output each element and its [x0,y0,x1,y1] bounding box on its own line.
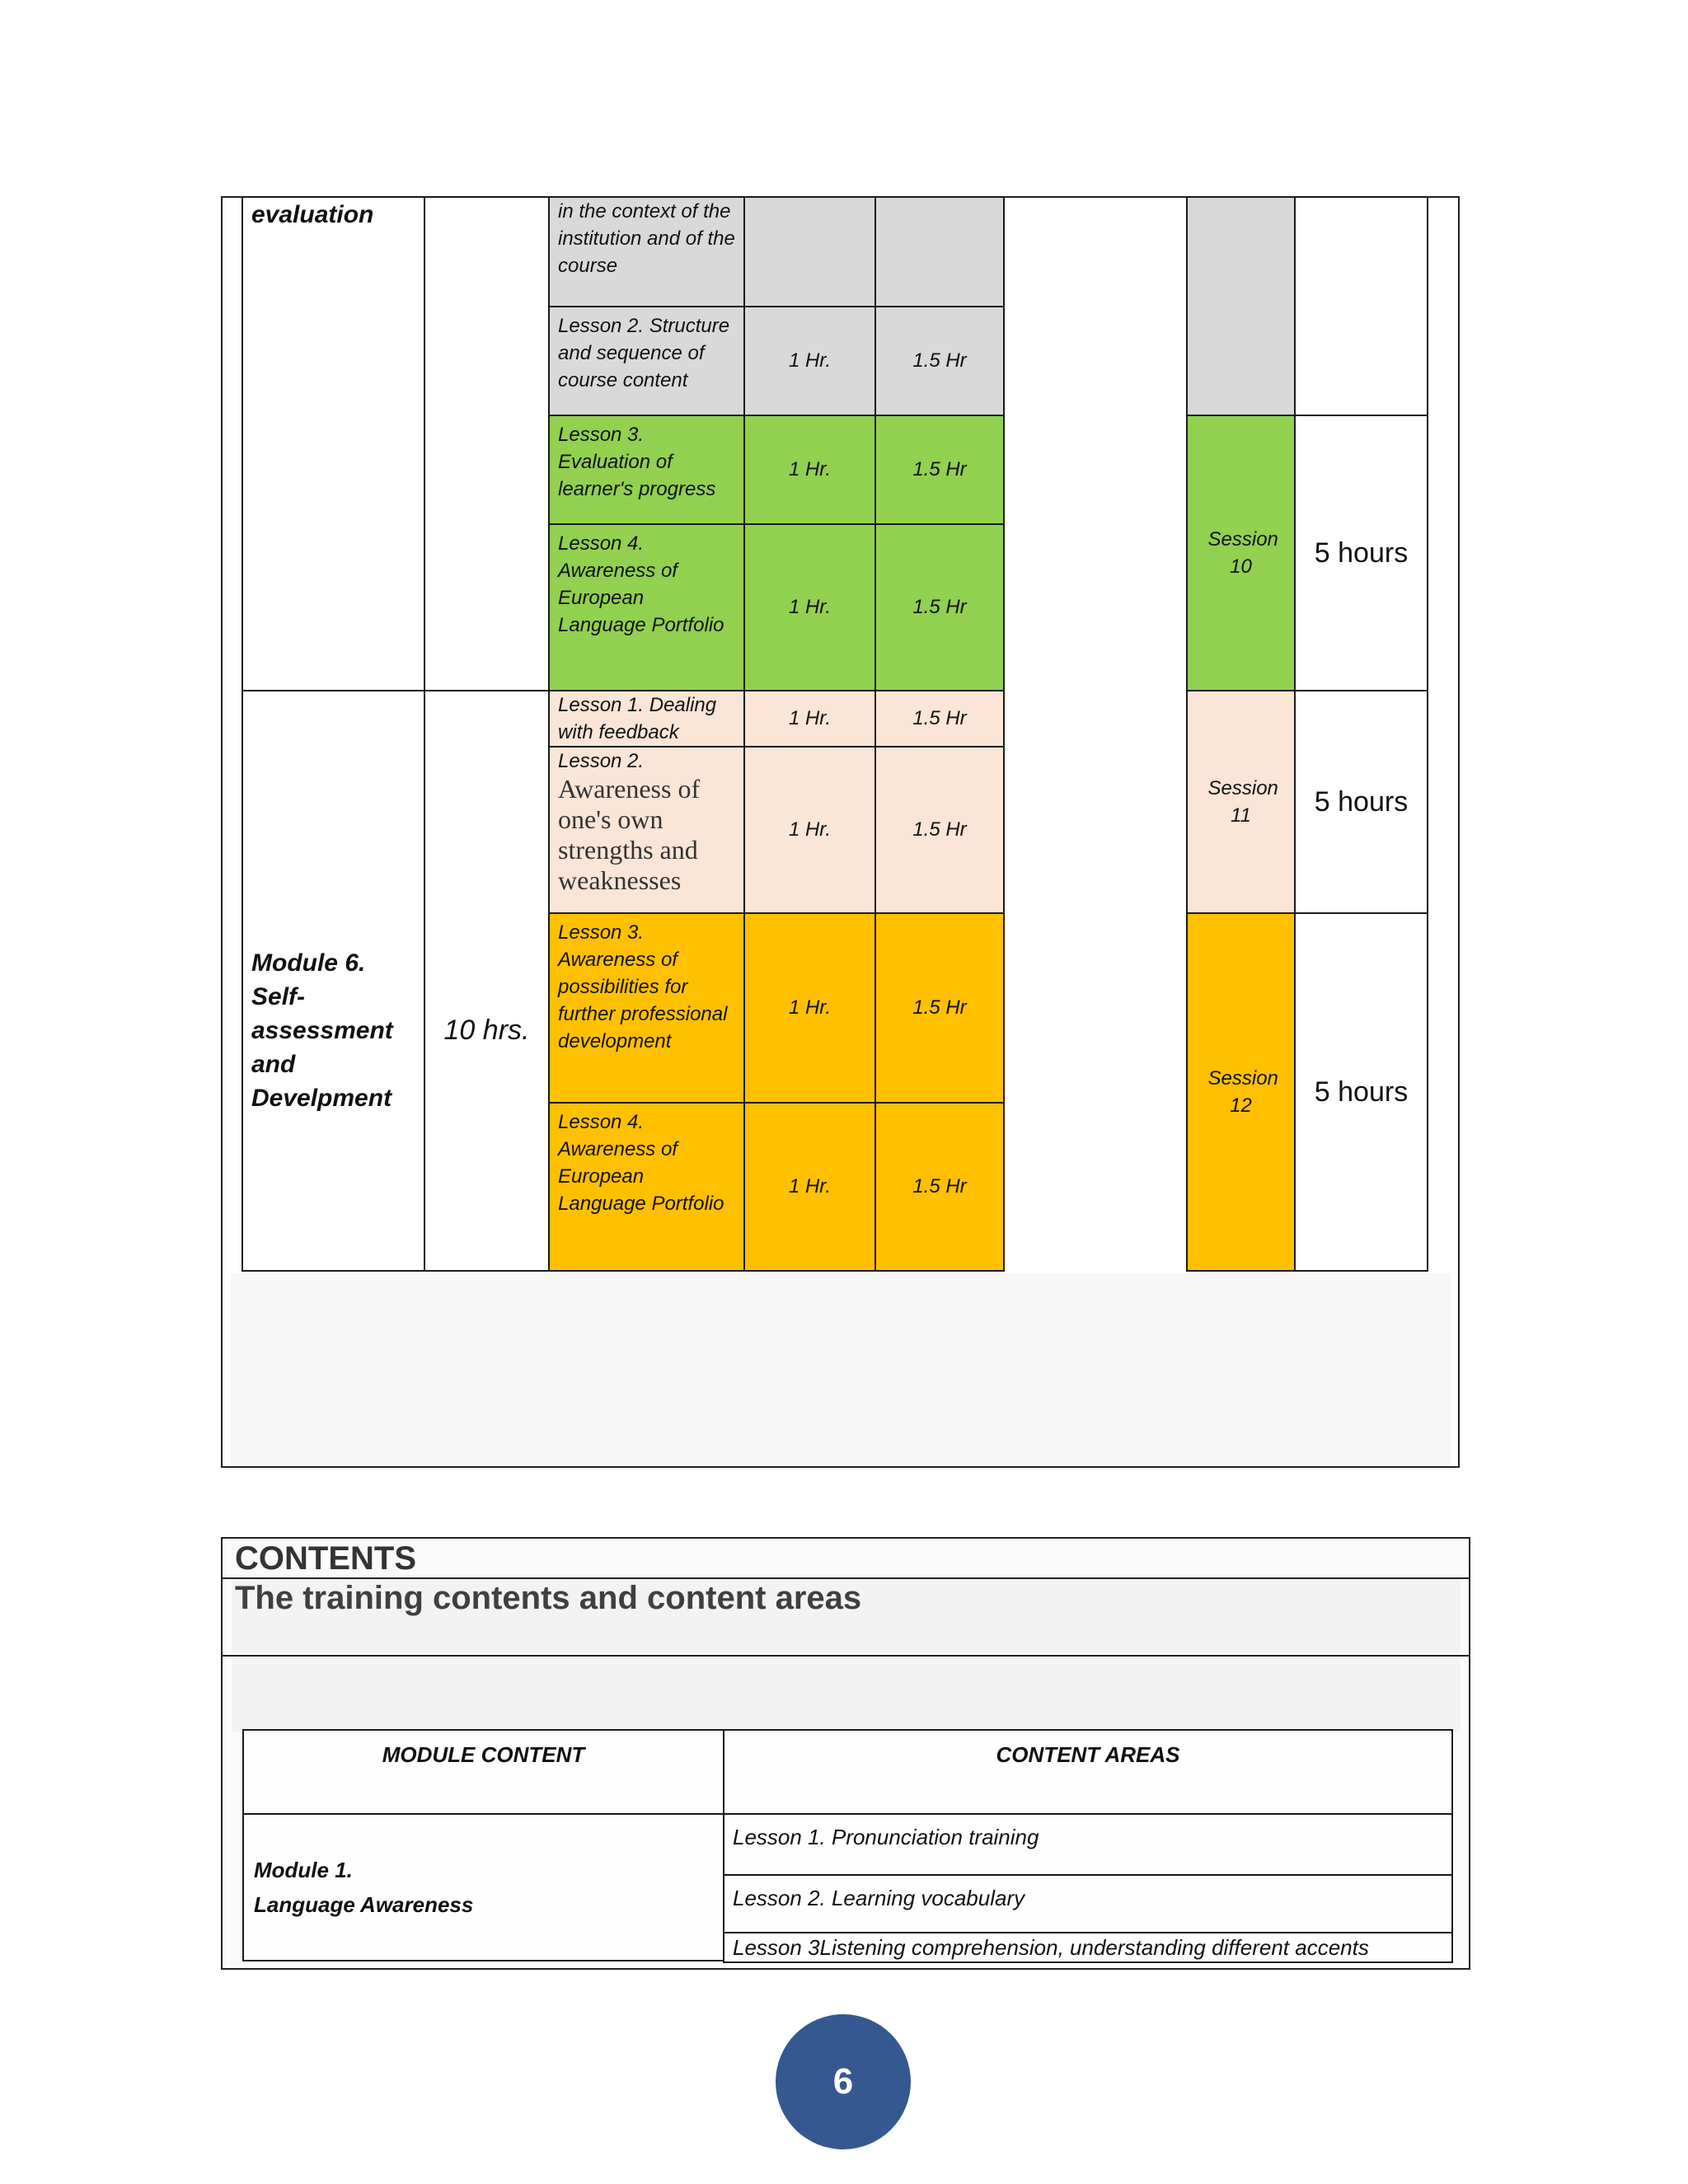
lesson-text: Lesson 3. Evaluation of learner's progress [558,424,716,500]
session-label: Session 12 [1207,1067,1278,1117]
hours-a-text: 1 Hr. [788,1175,832,1197]
module-6-cell [241,690,425,1272]
lesson-text: Lesson 3. Awareness of possibilities for further professional development [558,921,728,1052]
module-6-hours-cell [424,690,550,1272]
lesson-text: Awareness of one's own strengths and weaknesses [558,774,701,895]
hours-b-r4 [874,523,1005,691]
hours-b-r5 [874,690,1005,748]
content-area-text: Lesson 1. Pronunciation training [733,1825,1039,1849]
lesson-cell-r6 [548,746,745,914]
session-hours-cell-top [1294,196,1428,416]
content-area-text: Lesson 2. Learning vocabulary [733,1886,1025,1910]
session-label: Session 11 [1207,777,1278,827]
hours-b-r6 [874,746,1005,914]
hours-a-text: 1 Hr. [788,996,832,1019]
lesson-text: Lesson 4. Awareness of European Language Portfolio [558,1111,724,1215]
lesson-cell-r7 [548,912,745,1104]
session-10-hours [1294,415,1428,691]
module-1-title: Language Awareness [254,1892,474,1917]
module-5-tail: evaluation [251,201,374,228]
module-5-cell [241,196,425,691]
lesson-cell-r3 [548,415,745,525]
lesson-cell-r5 [548,690,745,748]
session-12-cell [1186,912,1296,1272]
contents-heading: CONTENTS [235,1540,416,1577]
lesson-text: Lesson 1. Dealing with feedback [558,694,717,743]
lesson-prefix: Lesson 2. [558,750,645,772]
hours-b-text: 1.5 Hr [912,1175,967,1197]
col-header-module [242,1729,724,1815]
hours-a-r5 [743,690,876,748]
hours-a-text: 1 Hr. [788,458,832,480]
schedule-frame-fill [231,1273,1451,1465]
content-area-text: Lesson 3Listening comprehension, understanding different accents [733,1935,1369,1960]
hours-a-text: 1 Hr. [788,707,832,729]
contents-table-bg [232,1658,1461,1732]
hours-a-r7 [743,912,876,1104]
hours-b-r1 [874,196,1005,307]
hours-a-text: 1 Hr. [788,349,832,372]
page-number-badge [776,2014,911,2149]
hours-b-text: 1.5 Hr [912,996,967,1019]
lesson-text: Lesson 2. Structure and sequence of course content [558,315,730,391]
page-number: 6 [832,2061,854,2102]
module-6-hours: 10 hrs. [443,1014,530,1046]
hours-b-r2 [874,306,1005,416]
hours-a-text: 1 Hr. [788,596,832,618]
module-1-number: Module 1. [254,1858,353,1882]
hours-a-r3 [743,415,876,525]
hours-a-r4 [743,523,876,691]
session-11-cell [1186,690,1296,914]
session-11-hours [1294,690,1428,914]
hours-b-r3 [874,415,1005,525]
lesson-cell-r8 [548,1102,745,1272]
lesson-cell-r4 [548,523,745,691]
hours-a-r8 [743,1102,876,1272]
session-hours-text: 5 hours [1314,537,1409,569]
session-cell-top [1186,196,1296,416]
module-6-title: Module 6. Self-assessment and Develpment [251,949,393,1112]
hours-b-text: 1.5 Hr [912,818,967,841]
hours-b-text: 1.5 Hr [912,349,967,372]
session-hours-text: 5 hours [1314,785,1409,818]
content-area-row [723,1874,1453,1933]
session-hours-text: 5 hours [1314,1076,1409,1108]
contents-subheading: The training contents and content areas [235,1580,862,1616]
hours-b-text: 1.5 Hr [912,596,967,618]
module-1-cell [242,1813,724,1961]
col-header-text: MODULE CONTENT [382,1742,585,1767]
lesson-text: Lesson 4. Awareness of European Language Portfolio [558,532,724,636]
hours-b-r8 [874,1102,1005,1272]
module-5-hours-cell [424,196,550,691]
hours-a-r1 [743,196,876,307]
session-12-hours [1294,912,1428,1272]
col-header-areas [723,1729,1453,1815]
contents-divider [221,1655,1470,1657]
hours-b-r7 [874,912,1005,1104]
hours-b-text: 1.5 Hr [912,707,967,729]
lesson-cell-r1 [548,196,745,307]
lesson-text: in the context of the institution and of the course [558,200,735,277]
col-header-text: CONTENT AREAS [996,1742,1180,1767]
hours-a-r2 [743,306,876,416]
content-area-row [723,1932,1453,1963]
lesson-cell-r2 [548,306,745,416]
hours-b-text: 1.5 Hr [912,458,967,480]
content-area-row [723,1813,1453,1876]
hours-a-text: 1 Hr. [788,818,832,841]
session-10-cell [1186,415,1296,691]
session-label: Session 10 [1207,528,1278,578]
hours-a-r6 [743,746,876,914]
